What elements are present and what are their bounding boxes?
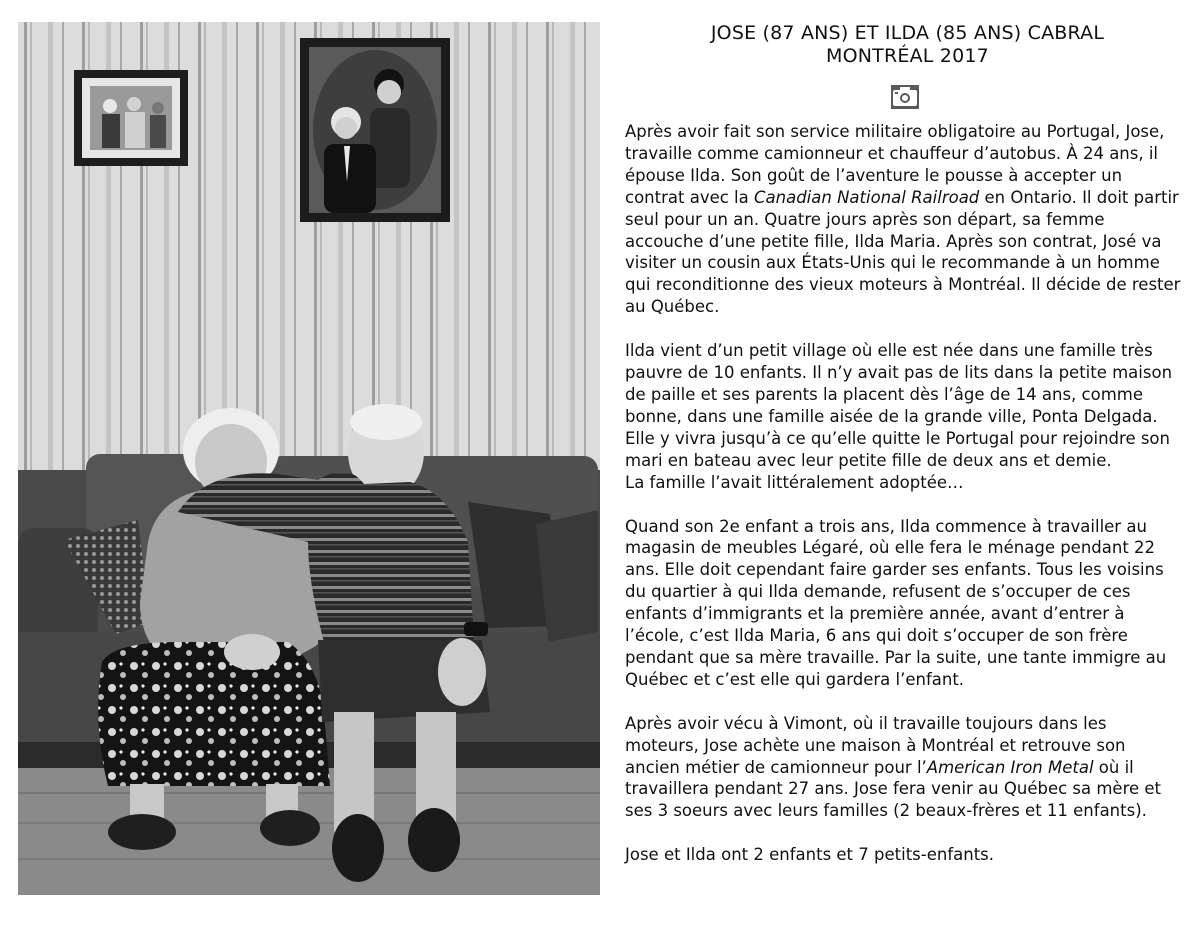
- camera-icon[interactable]: [891, 85, 919, 109]
- paragraph-family: Jose et Ilda ont 2 enfants et 7 petits-enfants.: [625, 845, 995, 865]
- page-title: [625, 22, 1190, 68]
- portrait-photo: [18, 22, 600, 895]
- paragraph-montreal: Après avoir vécu à Vimont, où il travaille toujours dans les moteurs, Jose achète une maison à Montréal et retrouve son ancien métier de camionneur pour l’American Iron Metal où il travaillera pendant 27 ans. Jose fera venir au Québec sa mère et ses 3 soeurs avec leurs familles (2 beaux-frères et 11 enfants).: [625, 713, 1162, 821]
- title-line-place-year: MONTRÉAL 2017: [826, 45, 989, 67]
- paragraph-work: Quand son 2e enfant a trois ans, Ilda commence à travailler au magasin de meubles Légaré, où elle fera le ménage pendant 22 ans. Elle doit cependant faire garder ses enfants. Tous les voisins du quartier à qui Ilda demande, refusent de s’occuper de ces enfants d’immigrants et la première année, avant d’entrer à l’école, c’est Ilda Maria, 6 ans qui doit s’occuper de son frère pendant que sa mère travaille. Par la suite, une tante immigre au Québec et c’est elle qui gardera l’enfant.: [625, 516, 1167, 689]
- story-text: [625, 121, 1185, 888]
- paragraph-jose: Après avoir fait son service militaire obligatoire au Portugal, Jose, travaille comme camionneur et chauffeur d’autobus. À 24 ans, il épouse Ilda. Son goût de l’aventure le pousse à accepter un contrat avec la Canadian National Railroad en Ontario. Il doit partir seul pour un an. Quatre jours après son départ, sa femme accouche d’une petite fille, Ilda Maria. Après son contrat, José va visiter un cousin aux États-Unis qui le recommande à un homme qui reconditionne des vieux moteurs à Montréal. Il décide de rester au Québec.: [625, 122, 1181, 317]
- paragraph-ilda: Ilda vient d’un petit village où elle est née dans une famille très pauvre de 10 enfants. Il n’y avait pas de lits dans la petite maison de paille et ses parents la placent dès l’âge de 14 ans, comme bonne, dans une famille aisée de la grande ville, Ponta Delgada. Elle y vivra jusqu’à ce qu’elle quitte le Portugal pour rejoindre son mari en bateau avec leur petite fille de deux ans et demie. La famille l’avait littéralement adoptée…: [625, 341, 1173, 492]
- title-line-names: JOSE (87 ANS) ET ILDA (85 ANS) CABRAL: [710, 22, 1105, 44]
